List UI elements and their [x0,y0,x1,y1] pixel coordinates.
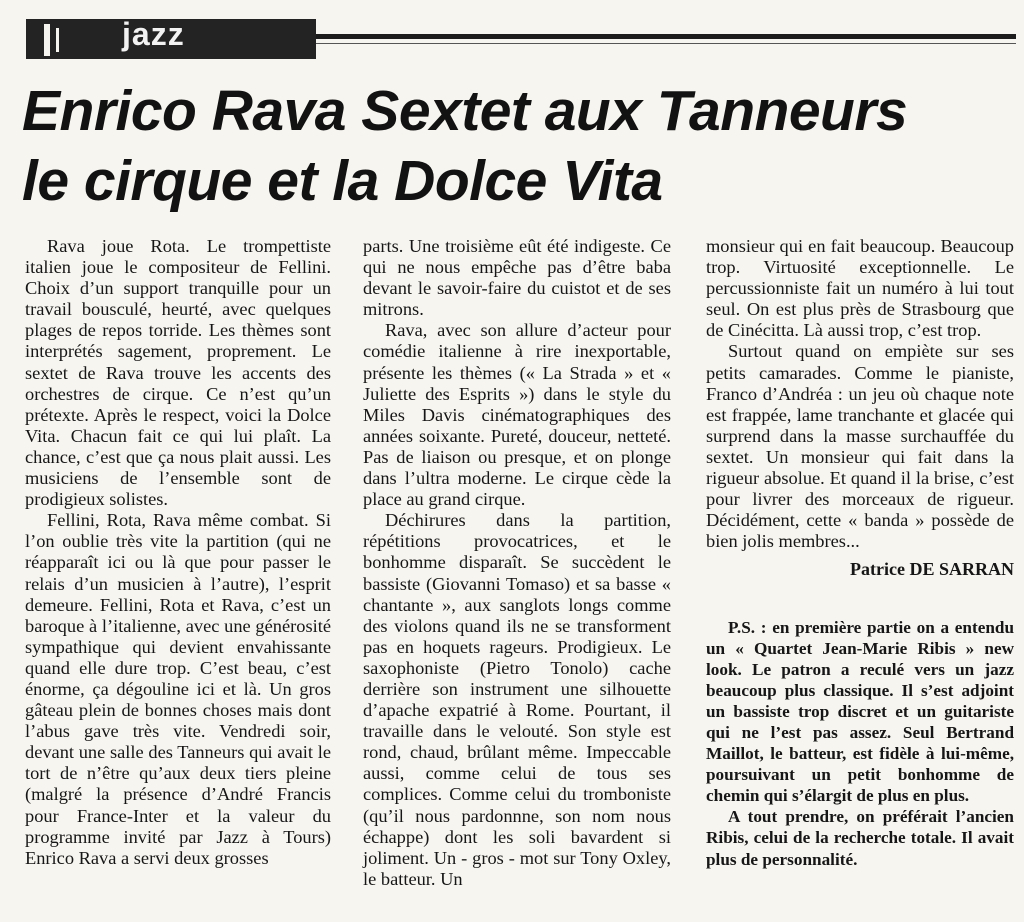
rubric-rule-thin [316,43,1016,44]
paragraph: Fellini, Rota, Rava même combat. Si l’on oublie très vite la partition (qui ne réapparaît ici ou là que pour passer le relais d’un musicien à l’autre), l’esprit demeure. Fellini, Rota et Rava, c’est un baroque à l’italienne, avec une générosité sympathique qui devient envahissante quand elle dure trop. C’est beau, c’est énorme, ça dégouline ici et là. Un gros gâteau plein de bonnes choses mais dont l’abus gave très vite. Vendredi soir, devant une salle des Tanneurs qui avait le tort de n’être qu’aux deux tiers pleine (malgré la présence d’André Francis pour France-Inter et la valeur du programme invité par Jazz à Tours) Enrico Rava a servi deux grosses [25,510,331,868]
postscript-paragraph: P.S. : en première partie on a entendu un « Quartet Jean-Marie Ribis » new look. Le patron a reculé vers un jazz beaucoup plus classique. Il s’est adjoint un bassiste trop discret et un guitariste qui ne l’est pas assez. Seul Bertrand Maillot, le batteur, est fidèle à lui-même, poursuivant un petit bonhomme de chemin qui s’élargit de plus en plus. [706,617,1014,806]
postscript-paragraph: A tout prendre, on préférait l’ancien Ribis, celui de la recherche totale. Il avait plus de personnalité. [706,807,1014,869]
rubric-label: jazz [122,16,185,52]
paragraph: Rava, avec son allure d’acteur pour comédie italienne à rire inexportable, présente les thèmes (« La Strada » et « Juliette des Esprits ») dans le style du Miles Davis cinématographiques des années soixante. Pureté, douceur, netteté. Pas de liaison ou presque, et on plonge dans l’ultra moderne. Le cirque cède la place au grand cirque. [363,320,671,510]
rubric-rule [316,34,1016,39]
paragraph: Déchirures dans la partition, répétitions provocatrices, et le bonhomme disparaît. Se succèdent le bassiste (Giovanni Tomaso) et sa basse « chantante », aux sanglots longs comme des violons quand ils ne se transforment pas en hoquets rageurs. Prodigieux. Le saxophoniste (Pietro Tonolo) cache derrière son instrument une silhouette d’apache expatrié à Rome. Pourtant, il travaille dans le velouté. Son style est rond, chaud, brûlant même. Impeccable aussi, comme celui de tous ses complices. Comme celui du tromboniste (qu’il nous pardonnne, son nom nous échappe) dont les soli bavardent si joliment. Un - gros - mot sur Tony Oxley, le batteur. Un [363,510,671,889]
author-signature: Patrice DE SARRAN [850,559,1014,580]
paragraph: Rava joue Rota. Le trompettiste italien joue le compositeur de Fellini. Choix d’un support tranquille pour un travail bousculé, heurté, avec quelques plages de repos torride. Les thèmes sont interprétés sagement, proprement. Le sextet de Rava trouve les accents des orchestres de cirque. Ce n’est qu’un prétexte. Après le respect, voici la Dolce Vita. Chacun fait ce qui lui plaît. La chance, c’est que ça nous plait aussi. Les musiciens de l’ensemble sont de prodigieux solistes. [25,236,331,510]
rubric-notch [44,24,50,56]
article-column-3 [706,236,1014,870]
headline-line-2: le cirque et la Dolce Vita [22,149,663,213]
paragraph: monsieur qui en fait beaucoup. Beaucoup trop. Virtuosité exceptionnelle. Le percussionniste fait un numéro à lui tout seul. On est plus près de Strasbourg que de Cinécitta. Là aussi trop, c’est trop. [706,236,1014,341]
postscript [706,617,1014,870]
article-column-2 [363,236,671,890]
headline-line-1: Enrico Rava Sextet aux Tanneurs [22,79,908,143]
rubric-notch [56,28,59,52]
headline [22,76,1012,216]
paragraph: parts. Une troisième eût été indigeste. Ce qui ne nous empêche pas d’être baba devant le savoir-faire du cuistot et de ses mitrons. [363,236,671,320]
paragraph: Surtout quand on empiète sur ses petits camarades. Comme le pianiste, Franco d’Andréa : un jeu où chaque note est frappée, lame tranchante et glacée qui surprend dans la masse surchauffée du sextet. Un monsieur qui fait dans la rigueur absolue. Et quand il la brise, c’est pour livrer des morceaux de rigueur. Décidément, cette « banda » possède de bien jolis membres... [706,341,1014,552]
article-column-1 [25,236,331,869]
